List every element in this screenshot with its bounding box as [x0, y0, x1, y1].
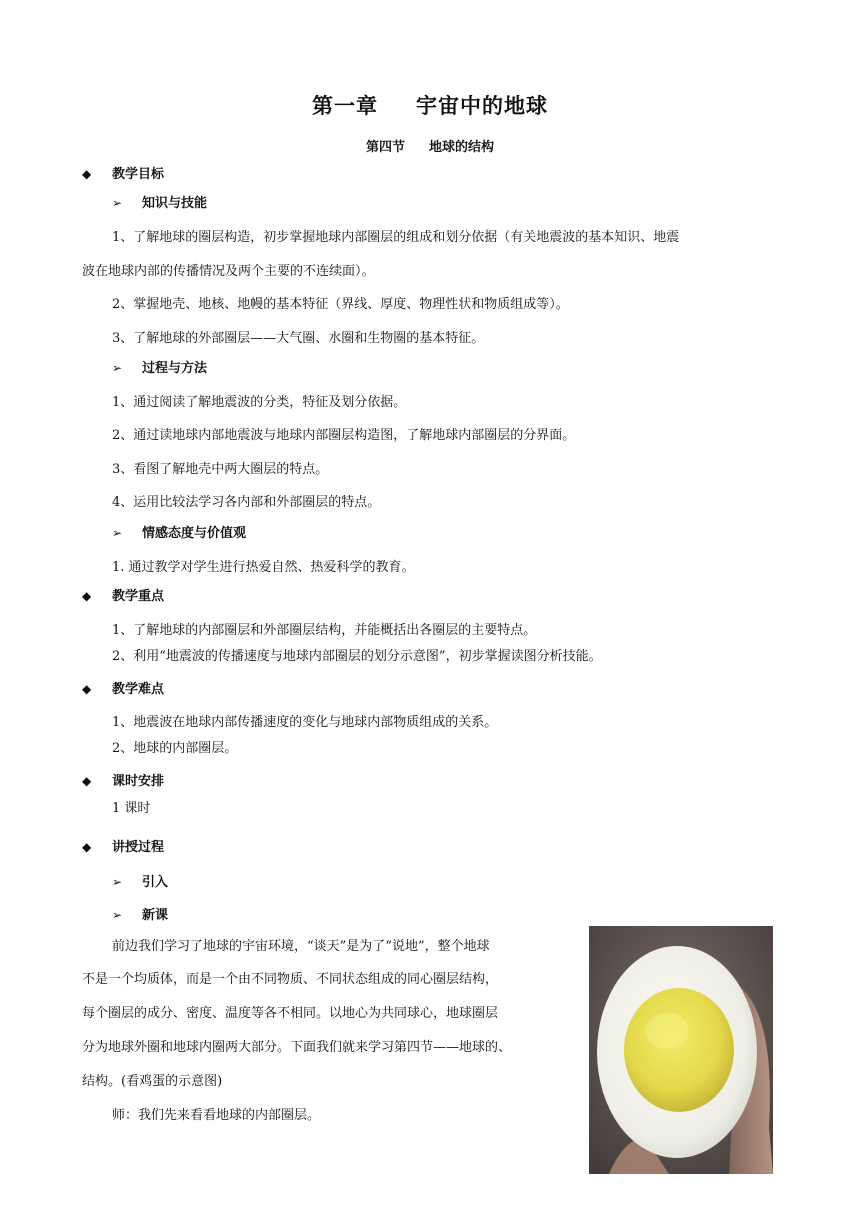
process-item-3: 3、看图了解地壳中两大圈层的特点。: [112, 462, 329, 477]
heading-teaching-goals: ◆ 教学目标: [82, 167, 165, 182]
process-item-1: 1、通过阅读了解地震波的分类，特征及划分依据。: [112, 395, 407, 410]
subheading-intro: ➢ 引入: [112, 875, 169, 890]
emotion-item-1: 1. 通过教学对学生进行热爱自然、热爱科学的教育。: [112, 560, 415, 575]
process-item-4: 4、运用比较法学习各内部和外部圈层的特点。: [112, 495, 381, 510]
knowledge-item-3: 3、了解地球的外部圈层——大气圈、水圈和生物圈的基本特征。: [112, 331, 485, 346]
chapter-name: 宇宙中的地球: [416, 94, 548, 118]
boiled-egg-photo-icon: [589, 926, 773, 1174]
arrow-bullet-icon: ➢: [112, 908, 123, 922]
knowledge-item-2: 2、掌握地壳、地核、地幔的基本特征（界线、厚度、物理性状和物质组成等）。: [112, 297, 569, 312]
section-title: [0, 136, 860, 155]
section-number: 第四节: [365, 140, 405, 155]
diamond-bullet-icon: ◆: [82, 774, 92, 788]
subheading-emotion: ➢ 情感态度与价值观: [112, 526, 247, 541]
schedule-text: 1 课时: [112, 801, 151, 816]
chapter-title: [0, 90, 860, 120]
arrow-bullet-icon: ➢: [112, 361, 123, 375]
process-item-2: 2、通过读地球内部地震波与地球内部圈层构造图，了解地球内部圈层的分界面。: [112, 428, 576, 443]
subheading-process: ➢ 过程与方法: [112, 361, 208, 376]
heading-lecture: ◆ 讲授过程: [82, 840, 165, 855]
difficulty-1: 1、地震波在地球内部传播速度的变化与地球内部物质组成的关系。: [112, 715, 498, 730]
knowledge-item-1-line-1: 1、了解地球的圈层构造，初步掌握地球内部圈层的组成和划分依据（有关地震波的基本知识、地震: [112, 230, 680, 245]
difficulty-2: 2、地球的内部圈层。: [112, 741, 238, 756]
heading-key-points: ◆ 教学重点: [82, 589, 165, 604]
section-name: 地球的结构: [429, 140, 495, 155]
lecture-para-line-1: 前边我们学习了地球的宇宙环境，“谈天”是为了“说地”，整个地球: [112, 939, 490, 954]
diamond-bullet-icon: ◆: [82, 167, 92, 181]
diamond-bullet-icon: ◆: [82, 840, 92, 854]
diamond-bullet-icon: ◆: [82, 682, 92, 696]
key-point-2: 2、利用“地震波的传播速度与地球内部圈层的划分示意图”，初步掌握读图分析技能。: [112, 649, 602, 664]
subheading-new-lesson: ➢ 新课: [112, 908, 169, 923]
lecture-para-line-3: 每个圈层的成分、密度、温度等各不相同。以地心为共同球心，地球圈层: [82, 1006, 499, 1021]
lecture-para-line-5: 结构。(看鸡蛋的示意图): [82, 1074, 223, 1089]
lecture-para-line-4: 分为地球外圈和地球内圈两大部分。下面我们就来学习第四节——地球的、: [82, 1040, 512, 1055]
subheading-knowledge: ➢ 知识与技能: [112, 196, 208, 211]
knowledge-item-1-line-2: 波在地球内部的传播情况及两个主要的不连续面）。: [82, 264, 375, 279]
arrow-bullet-icon: ➢: [112, 526, 123, 540]
boiled-egg-photo: [589, 926, 773, 1174]
arrow-bullet-icon: ➢: [112, 196, 123, 210]
heading-difficulties: ◆ 教学难点: [82, 682, 165, 697]
chapter-number: 第一章: [312, 94, 378, 118]
lecture-para-line-2: 不是一个均质体，而是一个由不同物质、不同状态组成的同心圈层结构，: [82, 972, 499, 987]
diamond-bullet-icon: ◆: [82, 589, 92, 603]
key-point-1: 1、了解地球的内部圈层和外部圈层结构，并能概括出各圈层的主要特点。: [112, 623, 537, 638]
arrow-bullet-icon: ➢: [112, 875, 123, 889]
heading-schedule: ◆ 课时安排: [82, 774, 165, 789]
teacher-line: 师：我们先来看看地球的内部圈层。: [112, 1108, 321, 1123]
